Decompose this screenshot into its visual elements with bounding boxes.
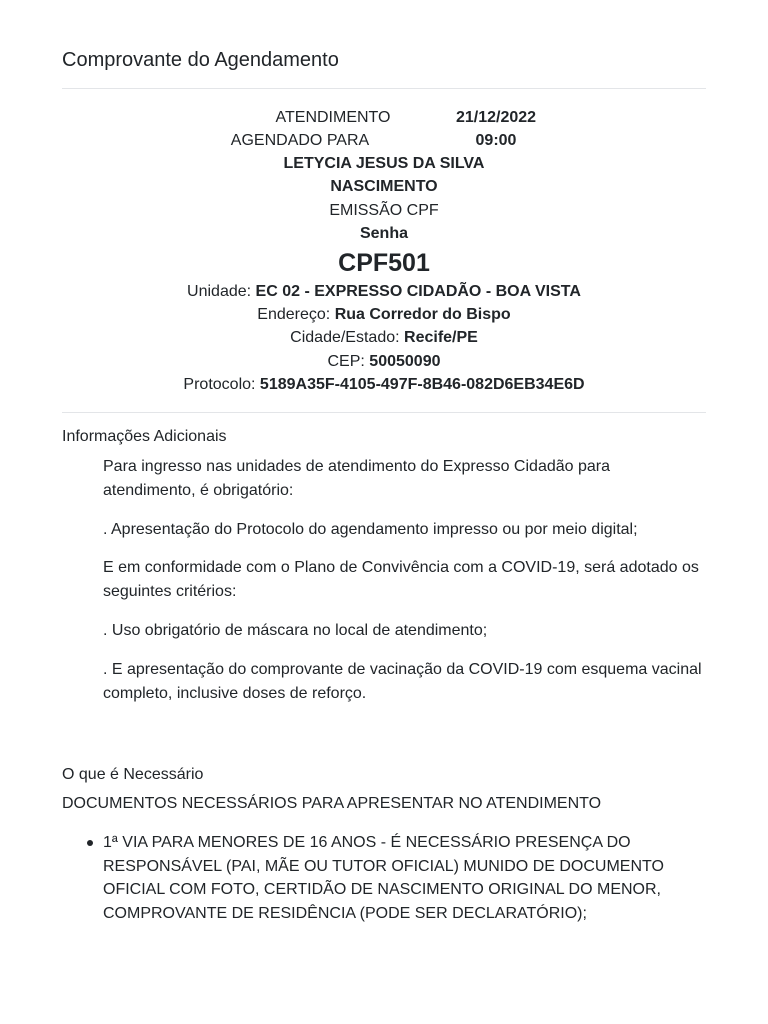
- unidade-label: Unidade:: [187, 282, 252, 300]
- cidade-label: Cidade/Estado:: [290, 329, 400, 347]
- appointment-label-line2: AGENDADO PARA: [230, 132, 370, 149]
- cep-row: [62, 350, 706, 373]
- endereco-label: Endereço:: [257, 305, 331, 323]
- appointment-time-row: [62, 129, 706, 152]
- protocolo-label: Protocolo:: [183, 376, 256, 394]
- protocolo-value: 5189A35F-4105-497F-8B46-082D6EB34E6D: [259, 376, 585, 394]
- documents-heading: DOCUMENTOS NECESSÁRIOS PARA APRESENTAR NO ATENDIMENTO: [62, 795, 602, 812]
- appointment-time: 09:00: [475, 132, 517, 149]
- list-item: [103, 831, 706, 925]
- cep-value: 50050090: [369, 352, 441, 370]
- unidade-value: EC 02 - EXPRESSO CIDADÃO - BOA VISTA: [255, 282, 581, 300]
- senha-code: CPF501: [338, 248, 430, 277]
- senha-label: Senha: [359, 225, 408, 243]
- divider-middle: [62, 412, 706, 413]
- protocolo-row: [62, 373, 706, 396]
- unidade-row: [62, 280, 706, 303]
- appointment-date-row: [62, 106, 706, 129]
- document-requirement-text: 1ª VIA PARA MENORES DE 16 ANOS - É NECESSÁRIO PRESENÇA DO RESPONSÁVEL (PAI, MÃE OU TUTOR OFICIAL) MUNIDO DE DOCUMENTO OFICIAL COM FOTO, CERTIDÃO DE NASCIMENTO ORIGINAL DO MENOR, COMPROVANTE DE RESIDÊNCIA (PODE SER DECLARATÓRIO);: [103, 834, 664, 922]
- info-paragraph: Para ingresso nas unidades de atendimento do Expresso Cidadão para atendimento, é obrigatório:: [103, 458, 610, 499]
- service-name: EMISSÃO CPF: [329, 201, 439, 219]
- info-section: [103, 455, 706, 720]
- bullet-icon: [87, 840, 93, 846]
- citizen-name-line1: LETYCIA JESUS DA SILVA: [283, 155, 485, 172]
- cep-label: CEP:: [327, 352, 365, 370]
- endereco-row: [62, 303, 706, 326]
- info-paragraph: . E apresentação do comprovante de vacinação da COVID-19 com esquema vacinal completo, inclusive doses de reforço.: [103, 660, 702, 702]
- requirements-section-title: O que é Necessário: [62, 766, 204, 783]
- appointment-details: [62, 152, 706, 397]
- citizen-name-line2: NASCIMENTO: [330, 178, 438, 196]
- info-paragraph: E em conformidade com o Plano de Convivência com a COVID-19, será adotado os seguintes critérios:: [103, 559, 699, 601]
- divider-top: [62, 88, 706, 89]
- info-paragraph: . Apresentação do Protocolo do agendamento impresso ou por meio digital;: [103, 520, 638, 538]
- info-section-title: Informações Adicionais: [62, 428, 227, 445]
- documents-list: [103, 831, 706, 925]
- info-paragraph: . Uso obrigatório de máscara no local de atendimento;: [103, 621, 488, 639]
- page-title: Comprovante do Agendamento: [62, 49, 339, 71]
- cidade-value: Recife/PE: [404, 329, 478, 347]
- appointment-summary: [62, 106, 706, 152]
- appointment-label-line1: ATENDIMENTO: [275, 109, 391, 126]
- endereco-value: Rua Corredor do Bispo: [334, 305, 511, 323]
- appointment-date: 21/12/2022: [455, 109, 537, 126]
- cidade-row: [62, 326, 706, 349]
